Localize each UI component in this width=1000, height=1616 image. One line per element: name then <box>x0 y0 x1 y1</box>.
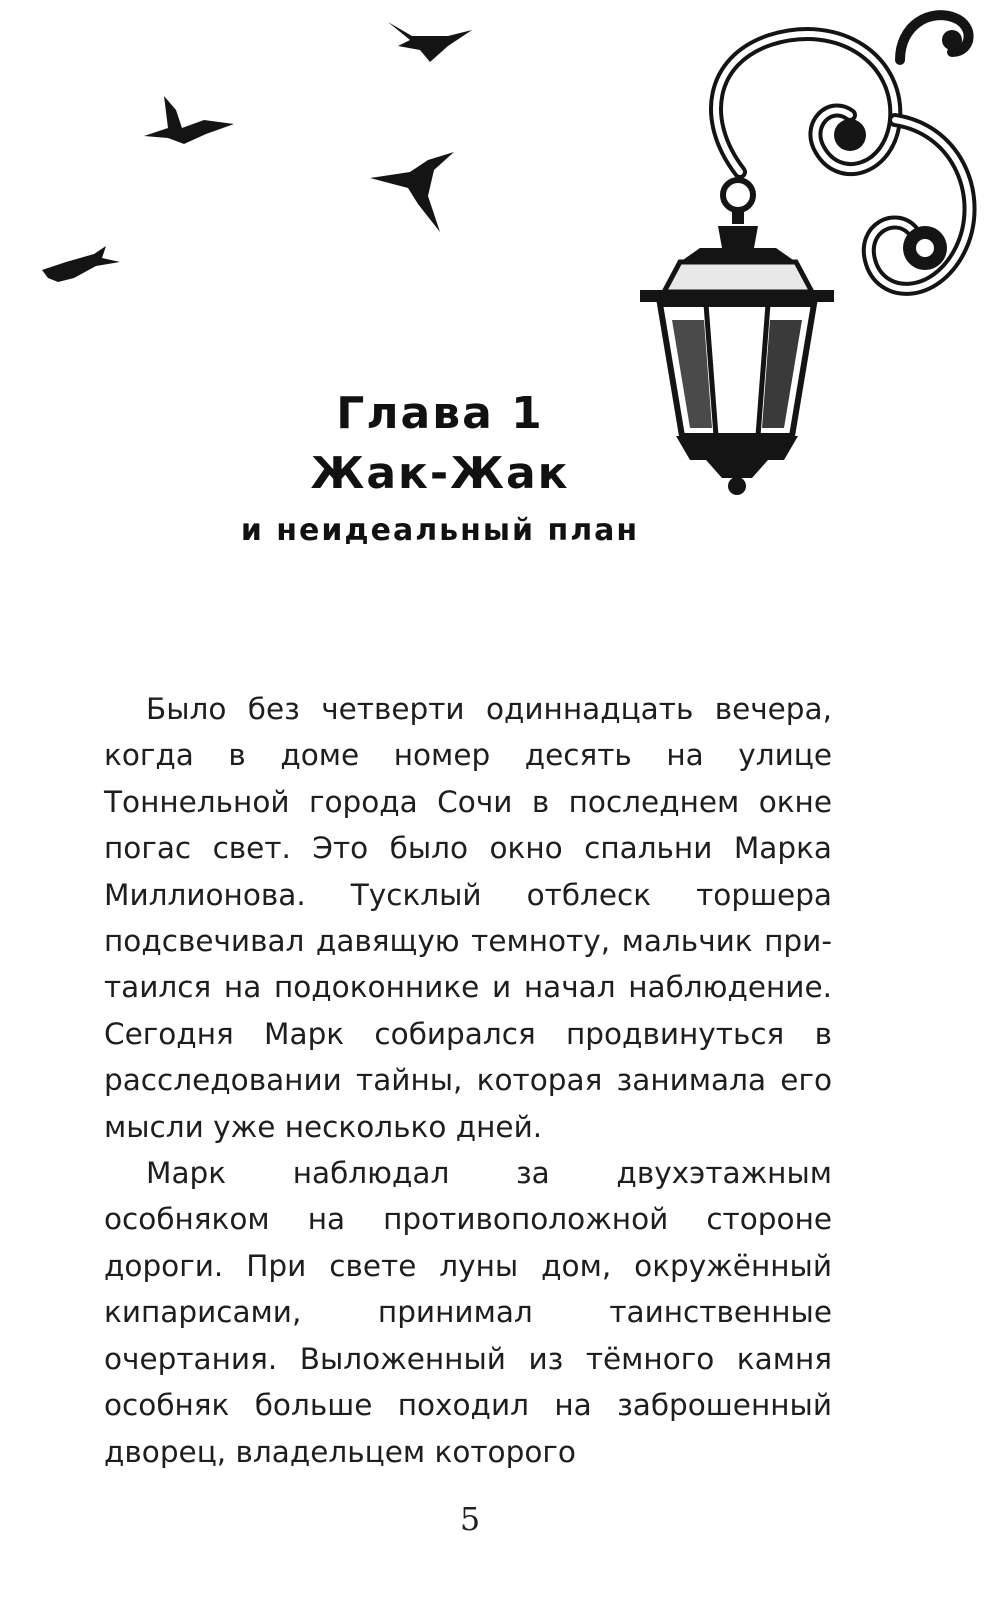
chapter-title-line2: и неидеальный план <box>240 513 640 548</box>
chapter-title-line1: Жак-Жак <box>310 448 570 499</box>
chapter-number: Глава 1 <box>336 388 544 439</box>
bird-icon <box>144 96 234 144</box>
body-text <box>104 686 832 1475</box>
bird-icon <box>370 152 454 232</box>
paragraph-2: Марк наблюдал за двухэтажным особняком на противоположной стороне дороги. При свете луны дом, окружённый кипарисами, принимал таинственные очертания. Выложенный из тёмного камня особняк больше походил на заброшенный дворец, владельцем которого <box>104 1156 832 1469</box>
paragraph-1: Было без четверти одиннадцать вечера, когда в доме номер десять на улице Тоннельной города Сочи в последнем окне погас свет. Это было окно спальни Марка Миллионова. Тусклый отблеск торшера подсвечивал давящую темноту, мальчик притаился на подоконнике и начал наблюдение. Сегодня Марк собирался продвинуться в расследовании тайны, которая занимала его мысли уже несколько дней. <box>104 692 832 1144</box>
bird-icon <box>388 22 472 62</box>
bird-icon <box>42 246 120 282</box>
page-number: 5 <box>459 1500 481 1538</box>
